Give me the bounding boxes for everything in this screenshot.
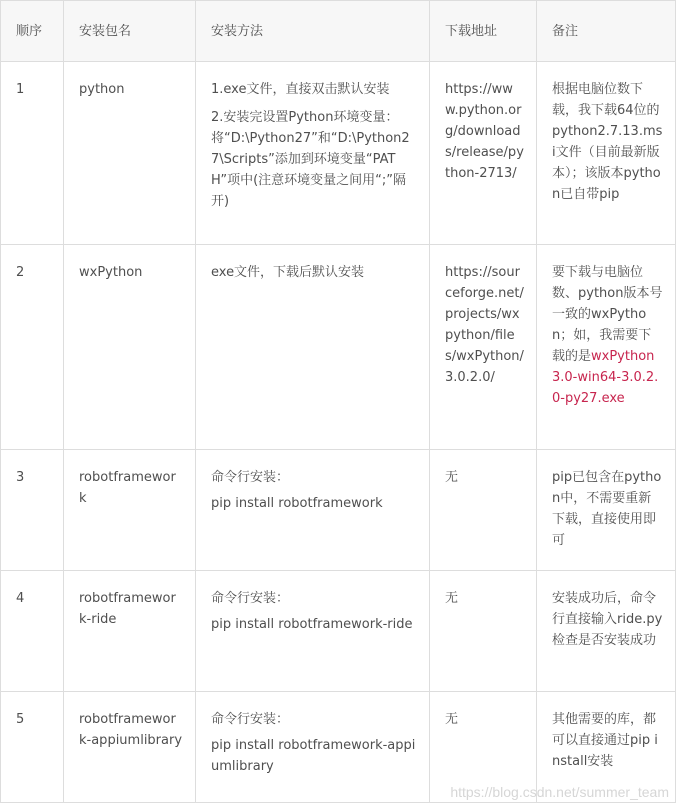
cell-note	[537, 245, 676, 450]
table-row	[1, 245, 676, 450]
highlighted-filename: wxPython3.0-win64-3.0.2.0-py27.exe	[552, 349, 659, 406]
cell-note: 安装成功后，命令行直接输入ride.py检查是否安装成功	[537, 571, 676, 692]
cell-url: https://sourceforge.net/projects/wxpython/files/wxPython/3.0.2.0/	[430, 245, 537, 450]
cell-url: https://www.python.org/downloads/release/python-2713/	[430, 62, 537, 245]
method-line: exe文件，下载后默认安装	[211, 265, 365, 280]
cell-note: pip已包含在python中，不需要重新下载，直接使用即可	[537, 450, 676, 571]
method-line: 命令行安装：	[211, 712, 290, 727]
watermark: https://blog.csdn.net/summer_team	[450, 784, 669, 800]
cell-name: robotframework	[64, 450, 196, 571]
method-line: 2.安装完设置Python环境变量：将“D:\Python27”和“D:\Python27\Scripts”添加到环境变量“PATH”项中(注意环境变量之间用“;”隔开)	[211, 110, 410, 209]
cell-method	[196, 245, 430, 450]
method-line: 命令行安装：	[211, 470, 290, 485]
cell-order: 1	[1, 62, 64, 245]
header-url: 下载地址	[430, 1, 537, 62]
cell-name: wxPython	[64, 245, 196, 450]
method-line: pip install robotframework-ride	[211, 617, 413, 632]
cell-method	[196, 450, 430, 571]
cell-name: robotframework-appiumlibrary	[64, 692, 196, 803]
cell-order: 4	[1, 571, 64, 692]
cell-order: 5	[1, 692, 64, 803]
cell-note: 其他需要的库，都可以直接通过pip install安装	[537, 692, 676, 803]
table-row	[1, 450, 676, 571]
header-name: 安装包名	[64, 1, 196, 62]
header-method: 安装方法	[196, 1, 430, 62]
method-line: 命令行安装：	[211, 591, 290, 606]
cell-url: 无	[430, 571, 537, 692]
header-order: 顺序	[1, 1, 64, 62]
method-line: pip install robotframework-appiumlibrary	[211, 738, 416, 774]
cell-method	[196, 571, 430, 692]
note-text: 要下载与电脑位数、python版本号一致的wxPython；如，我需要下载的是	[552, 265, 663, 364]
cell-name: robotframework-ride	[64, 571, 196, 692]
cell-order: 2	[1, 245, 64, 450]
cell-order: 3	[1, 450, 64, 571]
cell-method	[196, 62, 430, 245]
cell-method	[196, 692, 430, 803]
cell-name: python	[64, 62, 196, 245]
method-line: 1.exe文件，直接双击默认安装	[211, 82, 390, 97]
cell-url: 无	[430, 692, 537, 803]
cell-note: 根据电脑位数下载，我下载64位的python2.7.13.msi文件（目前最新版本）；该版本python已自带pip	[537, 62, 676, 245]
table-row	[1, 571, 676, 692]
header-row	[1, 1, 676, 62]
method-line: pip install robotframework	[211, 496, 383, 511]
header-note: 备注	[537, 1, 676, 62]
cell-url: 无	[430, 450, 537, 571]
table-row	[1, 62, 676, 245]
